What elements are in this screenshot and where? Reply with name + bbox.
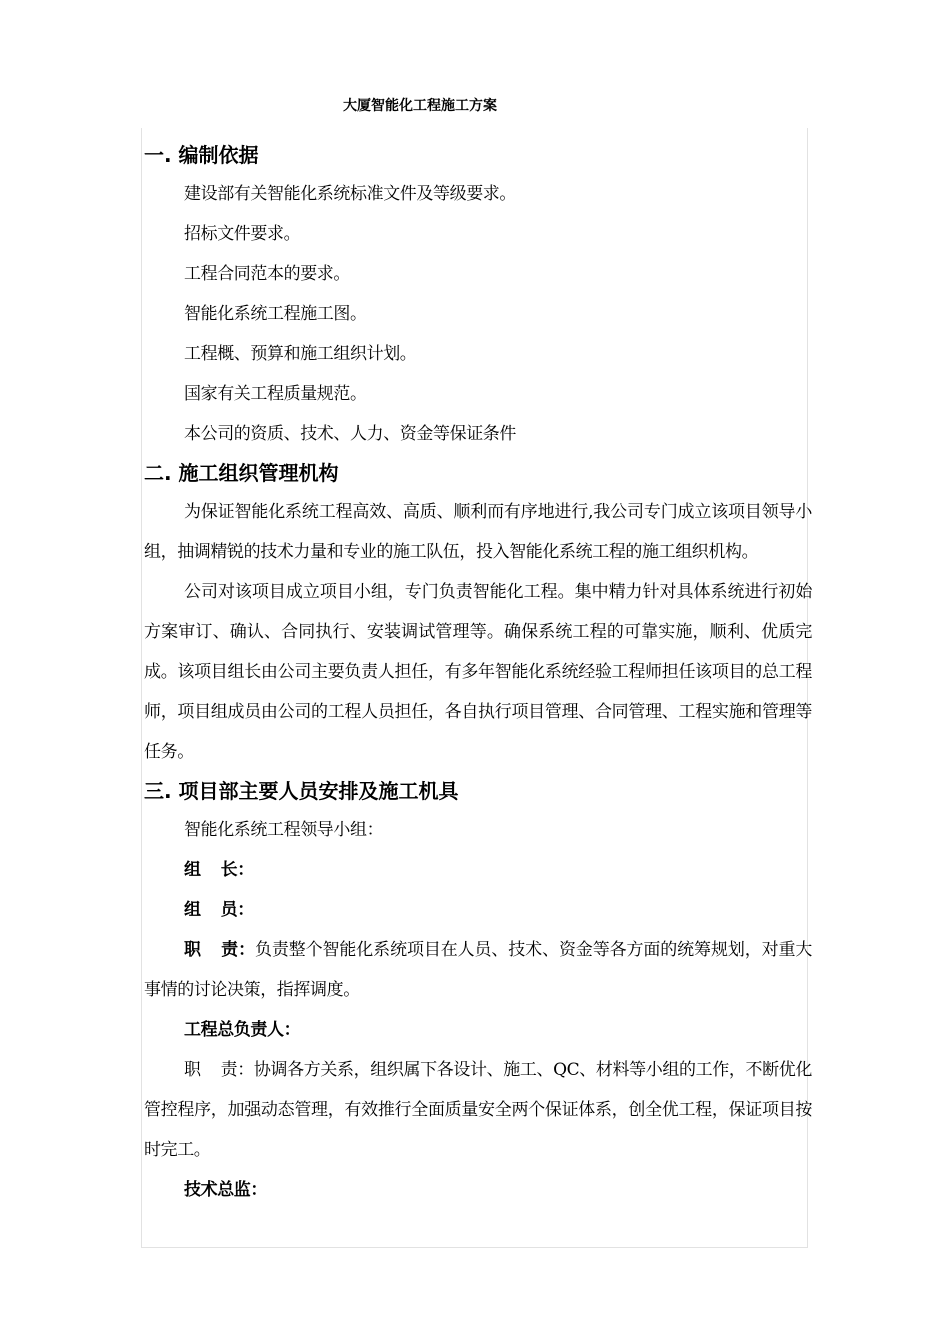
basis-item: 招标文件要求。: [184, 224, 301, 244]
document-title: 大厦智能化工程施工方案: [343, 98, 497, 114]
basis-item: 工程合同范本的要求。: [184, 264, 350, 284]
section-heading-organization: 二. 施工组织管理机构: [144, 461, 339, 485]
chief-engineer-duty-text: 协调各方关系，组织属下各设计、施工、QC、材料等小组的工作，不断优化管控程序，加强动态管理，有效推行全面质量安全两个保证体系，创全优工程，保证项目按时完工。: [144, 1060, 812, 1160]
basis-item: 本公司的资质、技术、人力、资金等保证条件: [184, 424, 516, 444]
leadership-duty-text: 负责整个智能化系统项目在人员、技术、资金等各方面的统筹规划，对重大事情的讨论决策，指挥调度。: [144, 940, 812, 1000]
basis-item: 工程概、预算和施工组织计划。: [184, 344, 417, 364]
leadership-duty-paragraph: [144, 930, 812, 1010]
leader-label-char2: 长：: [220, 860, 254, 880]
member-row: [144, 890, 812, 930]
chief-engineer-label: 工程总负责人：: [184, 1020, 301, 1040]
member-label-char2: 员：: [220, 900, 254, 920]
basis-item: 智能化系统工程施工图。: [184, 304, 367, 324]
leader-label-char1: 组: [184, 860, 201, 880]
tech-director-label: 技术总监：: [184, 1180, 267, 1200]
chief-engineer-duty-paragraph: [144, 1050, 812, 1170]
section-heading-personnel: 三. 项目部主要人员安排及施工机具: [144, 779, 459, 803]
duty-label-char2: 责：: [220, 1060, 254, 1080]
leader-row: [144, 850, 812, 890]
member-label-char1: 组: [184, 900, 201, 920]
document-body: [144, 136, 812, 1210]
basis-item: 国家有关工程质量规范。: [184, 384, 367, 404]
duty-label-char1: 职: [184, 940, 201, 960]
organization-paragraph: 为保证智能化系统工程高效、高质、顺利而有序地进行,我公司专门成立该项目领导小组，抽调精锐的技术力量和专业的施工队伍，投入智能化系统工程的施工组织机构。: [144, 502, 812, 562]
basis-item: 建设部有关智能化系统标准文件及等级要求。: [184, 184, 516, 204]
section-heading-basis: 一. 编制依据: [144, 143, 259, 167]
organization-paragraph: 公司对该项目成立项目小组，专门负责智能化工程。集中精力针对具体系统进行初始方案审订、确认、合同执行、安装调试管理等。确保系统工程的可靠实施，顺利、优质完成。该项目组长由公司主要负责人担任，有多年智能化系统经验工程师担任该项目的总工程师，项目组成员由公司的工程人员担任，各自执行项目管理、合同管理、工程实施和管理等任务。: [144, 582, 812, 762]
duty-label-char1: 职: [184, 1060, 201, 1080]
duty-label-char2: 责：: [220, 940, 255, 960]
leadership-group-label: 智能化系统工程领导小组：: [184, 820, 384, 840]
